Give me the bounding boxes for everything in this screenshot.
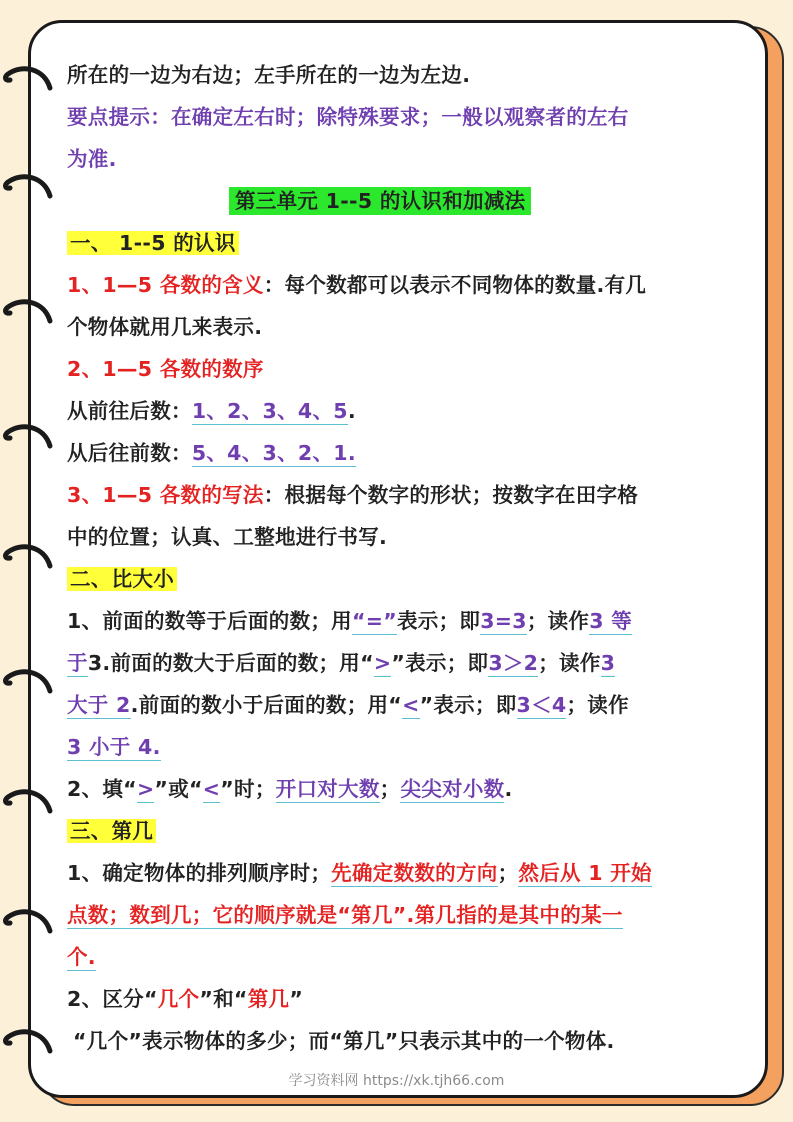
text: ”时； (220, 777, 276, 801)
red-term: 几个 (157, 987, 200, 1011)
label: 从后往前数： (67, 441, 192, 465)
underlined-answer: 大于 2 (67, 693, 131, 717)
compare-line-1 (67, 606, 632, 638)
ordinal-line-1 (67, 858, 652, 890)
underlined-answer: > (373, 651, 392, 675)
meaning-line-cont (67, 312, 262, 344)
unit-title-text: 第三单元 1--5 的认识和加减法 (229, 187, 531, 215)
fill-rule-line (67, 774, 513, 806)
text: 2、区分“ (67, 987, 158, 1011)
underlined-answer: 3＞2 (488, 651, 539, 675)
distinguish-explain (73, 1026, 615, 1058)
text: ；读作 (566, 693, 629, 717)
text: 所在的一边为右边；左手所在的一边为左边. (67, 63, 471, 87)
key-point-line-cont (67, 144, 117, 176)
heading-text: 三、第几 (67, 819, 156, 843)
text: ”和“ (199, 987, 248, 1011)
writing-line (67, 480, 638, 512)
label: 从前往后数： (67, 399, 192, 423)
binder-ring-icon (0, 785, 56, 819)
binder-ring-icon (0, 420, 56, 454)
order-heading (67, 354, 264, 386)
underlined-answer: 3 等 (589, 609, 633, 633)
underlined-answer: 开口对大数 (275, 777, 380, 801)
ordinal-line-2 (67, 900, 623, 932)
underlined-answer: 3 小于 4. (67, 735, 161, 759)
text: 要点提示：在确定左右时；除特殊要求；一般以观察者的左右 (67, 105, 629, 129)
underlined-answer: 于 (67, 651, 88, 675)
underlined-answer: 3 (600, 651, 616, 675)
binder-ring-icon (0, 540, 56, 574)
binder-ring-icon (0, 905, 56, 939)
underlined-answer: “=” (351, 609, 397, 633)
text: ”表示；即 (391, 651, 489, 675)
ordinal-line-3 (67, 942, 96, 974)
text: 中的位置；认真、工整地进行书写. (67, 525, 388, 549)
underlined-red: 点数；数到几；它的顺序就是“第几”.第几指的是其中的某一 (67, 903, 623, 927)
binder-ring-icon (0, 170, 56, 204)
underlined-answer: 5、4、3、2、1. (191, 441, 356, 465)
key-point-line (67, 102, 629, 134)
forward-count-line (67, 396, 356, 428)
text: 1、确定物体的排列顺序时； (67, 861, 332, 885)
underlined-answer: > (136, 777, 155, 801)
backward-count-line (67, 438, 356, 470)
text: ； (379, 777, 401, 801)
text: ”表示；即 (419, 693, 517, 717)
heading-text: 一、 1--5 的认识 (67, 231, 239, 255)
compare-line-4 (67, 732, 161, 764)
heading-text: 二、比大小 (67, 567, 177, 591)
compare-line-3 (67, 690, 629, 722)
underlined-answer: < (402, 693, 420, 717)
red-term: 第几 (247, 987, 290, 1011)
underlined-answer: < (202, 777, 221, 801)
text: ：根据每个数字的形状；按数字在田字格 (263, 483, 639, 507)
notebook-page (28, 20, 768, 1098)
text: ” (289, 987, 304, 1011)
section-heading-3 (67, 816, 156, 848)
text: 个物体就用几来表示. (67, 315, 263, 339)
underlined-red: 先确定数数的方向 (331, 861, 498, 885)
binder-ring-icon (0, 295, 56, 329)
underlined-red: 然后从 1 开始 (518, 861, 652, 885)
underlined-answer: 3＜4 (516, 693, 567, 717)
underlined-answer: 尖尖对小数 (400, 777, 505, 801)
text: .前面的数小于后面的数；用“ (130, 693, 403, 717)
text: 表示；即 (397, 609, 481, 633)
text: 2、填“ (67, 777, 137, 801)
text: . (504, 777, 513, 801)
footer-watermark: 学习资料网 https://xk.tjh66.com (288, 1073, 505, 1089)
compare-line-2 (67, 648, 615, 680)
meaning-line (67, 270, 646, 302)
red-heading: 3、1—5 各数的写法 (67, 483, 264, 507)
writing-line-cont (67, 522, 387, 554)
binder-ring-icon (0, 62, 56, 96)
unit-title (229, 186, 531, 218)
text: 3.前面的数大于后面的数；用“ (87, 651, 374, 675)
text: “几个”表示物体的多少；而“第几”只表示其中的一个物体. (73, 1029, 615, 1053)
red-heading: 1、1—5 各数的含义 (67, 273, 264, 297)
text: 为准. (67, 147, 117, 171)
text: . (347, 399, 356, 423)
text: ； (497, 861, 519, 885)
underlined-red: 个. (67, 945, 96, 969)
text: ”或“ (154, 777, 203, 801)
text: ；读作 (538, 651, 601, 675)
section-heading-1 (67, 228, 239, 260)
section-heading-2 (67, 564, 177, 596)
text: 1、前面的数等于后面的数；用 (67, 609, 352, 633)
text-line (67, 60, 470, 92)
red-heading: 2、1—5 各数的数序 (67, 357, 264, 381)
text: ：每个数都可以表示不同物体的数量.有几 (263, 273, 647, 297)
binder-ring-icon (0, 1025, 56, 1059)
binder-ring-icon (0, 665, 56, 699)
text: ；读作 (526, 609, 590, 633)
underlined-answer: 3=3 (480, 609, 527, 633)
underlined-answer: 1、2、3、4、5 (191, 399, 348, 423)
distinguish-line (67, 984, 303, 1016)
